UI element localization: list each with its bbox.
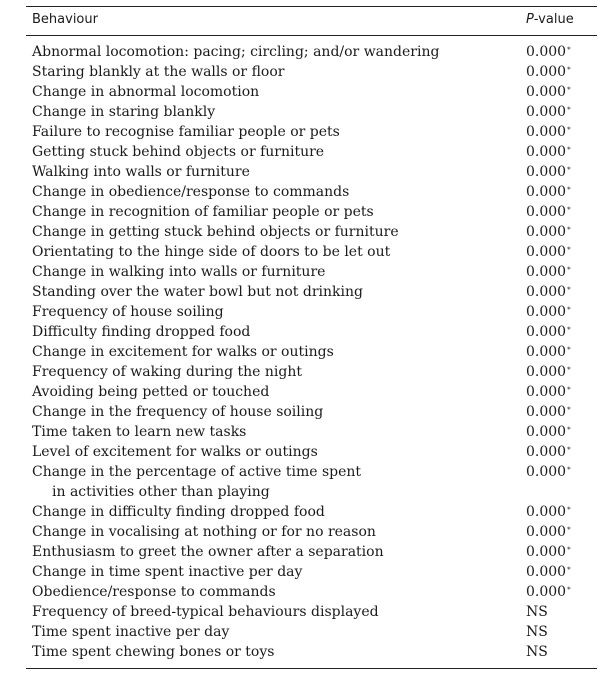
table-row xyxy=(26,142,597,162)
behaviour-cell xyxy=(26,242,502,262)
significance-mark: * xyxy=(567,546,571,554)
behaviour-cell xyxy=(26,262,502,282)
column-header-behaviour: Behaviour xyxy=(32,12,98,27)
significance-mark: * xyxy=(567,566,571,574)
significance-mark: * xyxy=(567,506,571,514)
pvalue-text: 0.000 xyxy=(526,504,567,520)
behaviour-text: Walking into walls or furniture xyxy=(32,164,250,180)
behaviour-text: Abnormal locomotion: pacing; circling; and/or wandering xyxy=(32,44,440,60)
behaviour-cell xyxy=(26,182,502,202)
table-row xyxy=(26,542,597,562)
table-row xyxy=(26,502,597,522)
table-body xyxy=(26,36,597,668)
pvalue-letter: P xyxy=(526,12,534,27)
table-row xyxy=(26,602,597,622)
pvalue-cell xyxy=(526,222,571,242)
behaviour-cell xyxy=(26,42,502,62)
table-row xyxy=(26,42,597,62)
behaviour-text: Level of excitement for walks or outings xyxy=(32,444,318,460)
pvalue-text: 0.000 xyxy=(526,304,567,320)
significance-mark: * xyxy=(567,346,571,354)
table-row xyxy=(26,222,597,242)
pvalue-cell xyxy=(526,282,571,302)
behaviour-continuation: in activities other than playing xyxy=(52,484,270,500)
pvalue-text: 0.000 xyxy=(526,544,567,560)
pvalue-cell xyxy=(526,82,571,102)
pvalue-text: 0.000 xyxy=(526,564,567,580)
pvalue-cell xyxy=(526,502,571,522)
behaviour-cell xyxy=(26,322,502,342)
behaviour-cell xyxy=(26,342,502,362)
behaviour-cell xyxy=(26,522,502,542)
table-row xyxy=(26,342,597,362)
significance-mark: * xyxy=(567,206,571,214)
pvalue-cell xyxy=(526,102,571,122)
pvalue-text: 0.000 xyxy=(526,244,567,260)
pvalue-cell xyxy=(526,582,571,602)
behaviour-text: Avoiding being petted or touched xyxy=(32,384,270,400)
pvalue-cell xyxy=(526,602,548,622)
pvalue-cell xyxy=(526,42,571,62)
pvalue-cell xyxy=(526,382,571,402)
pvalue-cell xyxy=(526,522,571,542)
table-row xyxy=(26,302,597,322)
pvalue-text: NS xyxy=(526,644,548,660)
behaviour-cell xyxy=(26,502,502,522)
behaviour-cell xyxy=(26,642,502,662)
behaviour-text: Failure to recognise familiar people or pets xyxy=(32,124,340,140)
pvalue-cell xyxy=(526,122,571,142)
table-row xyxy=(26,422,597,442)
table-row xyxy=(26,382,597,402)
pvalue-cell xyxy=(526,302,571,322)
significance-mark: * xyxy=(567,286,571,294)
table-row xyxy=(26,102,597,122)
behaviour-text: Frequency of waking during the night xyxy=(32,364,303,380)
significance-mark: * xyxy=(567,366,571,374)
behaviour-cell xyxy=(26,302,502,322)
pvalue-text: 0.000 xyxy=(526,384,567,400)
significance-mark: * xyxy=(567,266,571,274)
behaviour-cell xyxy=(26,422,502,442)
pvalue-cell xyxy=(526,642,548,662)
table-row xyxy=(26,642,597,662)
pvalue-text: 0.000 xyxy=(526,524,567,540)
behaviour-text: Change in recognition of familiar people or pets xyxy=(32,204,374,220)
pvalue-text: 0.000 xyxy=(526,224,567,240)
behaviour-cell xyxy=(26,582,502,602)
pvalue-text: 0.000 xyxy=(526,84,567,100)
behaviour-text: Frequency of breed-typical behaviours displayed xyxy=(32,604,379,620)
pvalue-cell xyxy=(526,402,571,422)
behaviour-cell xyxy=(26,82,502,102)
pvalue-cell xyxy=(526,622,548,642)
table-row xyxy=(26,462,597,502)
pvalue-cell xyxy=(526,542,571,562)
significance-mark: * xyxy=(567,586,571,594)
behaviour-cell xyxy=(26,142,502,162)
table-row xyxy=(26,562,597,582)
table-row xyxy=(26,162,597,182)
pvalue-cell xyxy=(526,322,571,342)
table-row xyxy=(26,522,597,542)
behaviour-text: Getting stuck behind objects or furniture xyxy=(32,144,325,160)
behaviour-cell xyxy=(26,122,502,142)
significance-mark: * xyxy=(567,426,571,434)
significance-mark: * xyxy=(567,66,571,74)
table-row xyxy=(26,122,597,142)
significance-mark: * xyxy=(567,306,571,314)
behaviour-cell xyxy=(26,282,502,302)
behaviour-text: Change in obedience/response to commands xyxy=(32,184,350,200)
significance-mark: * xyxy=(567,126,571,134)
significance-mark: * xyxy=(567,186,571,194)
pvalue-cell xyxy=(526,362,571,382)
pvalue-cell xyxy=(526,562,571,582)
pvalue-text: NS xyxy=(526,624,548,640)
table-row xyxy=(26,402,597,422)
pvalue-text: 0.000 xyxy=(526,144,567,160)
behaviour-text: Change in walking into walls or furniture xyxy=(32,264,326,280)
significance-mark: * xyxy=(567,326,571,334)
behaviour-text: Standing over the water bowl but not drinking xyxy=(32,284,363,300)
pvalue-text: 0.000 xyxy=(526,344,567,360)
pvalue-text: 0.000 xyxy=(526,184,567,200)
behaviour-text: Change in excitement for walks or outings xyxy=(32,344,334,360)
pvalue-text: 0.000 xyxy=(526,44,567,60)
table-row xyxy=(26,62,597,82)
pvalue-cell xyxy=(526,202,571,222)
pvalue-cell xyxy=(526,442,571,462)
table-row xyxy=(26,242,597,262)
behaviour-text: Change in vocalising at nothing or for no reason xyxy=(32,524,376,540)
significance-mark: * xyxy=(567,466,571,474)
pvalue-text: 0.000 xyxy=(526,104,567,120)
behaviour-cell xyxy=(26,62,502,82)
significance-mark: * xyxy=(567,246,571,254)
pvalue-cell xyxy=(526,162,571,182)
behaviour-text: Change in time spent inactive per day xyxy=(32,564,303,580)
pvalue-text: 0.000 xyxy=(526,124,567,140)
pvalue-text: 0.000 xyxy=(526,164,567,180)
significance-mark: * xyxy=(567,106,571,114)
pvalue-text: 0.000 xyxy=(526,364,567,380)
behaviour-text: Orientating to the hinge side of doors to be let out xyxy=(32,244,391,260)
pvalue-text: NS xyxy=(526,604,548,620)
table-row xyxy=(26,182,597,202)
behaviour-text: Change in the frequency of house soiling xyxy=(32,404,324,420)
behaviour-text: Difficulty finding dropped food xyxy=(32,324,251,340)
pvalue-text: 0.000 xyxy=(526,424,567,440)
pvalue-cell xyxy=(526,462,571,482)
behaviour-text: Time spent inactive per day xyxy=(32,624,230,640)
pvalue-cell xyxy=(526,422,571,442)
significance-mark: * xyxy=(567,386,571,394)
behaviour-cell xyxy=(26,362,502,382)
table-row xyxy=(26,622,597,642)
pvalue-text: 0.000 xyxy=(526,324,567,340)
behaviour-cell xyxy=(26,562,502,582)
pvalue-text: 0.000 xyxy=(526,404,567,420)
behaviour-cell xyxy=(26,462,502,502)
table-row xyxy=(26,442,597,462)
table-row xyxy=(26,582,597,602)
pvalue-cell xyxy=(526,62,571,82)
table-row xyxy=(26,82,597,102)
behaviour-cell xyxy=(26,602,502,622)
table-row xyxy=(26,322,597,342)
behaviour-cell xyxy=(26,622,502,642)
pvalue-text: 0.000 xyxy=(526,584,567,600)
pvalue-cell xyxy=(526,262,571,282)
significance-mark: * xyxy=(567,86,571,94)
behaviour-cell xyxy=(26,542,502,562)
behaviour-text: Obedience/response to commands xyxy=(32,584,276,600)
significance-mark: * xyxy=(567,226,571,234)
behaviour-text: Staring blankly at the walls or floor xyxy=(32,64,285,80)
behaviour-table xyxy=(26,6,597,669)
behaviour-cell xyxy=(26,102,502,122)
significance-mark: * xyxy=(567,166,571,174)
significance-mark: * xyxy=(567,406,571,414)
pvalue-cell xyxy=(526,242,571,262)
table-header-row xyxy=(26,7,597,35)
behaviour-text: Frequency of house soiling xyxy=(32,304,224,320)
behaviour-cell xyxy=(26,382,502,402)
pvalue-text: 0.000 xyxy=(526,204,567,220)
pvalue-text: 0.000 xyxy=(526,264,567,280)
behaviour-text: Enthusiasm to greet the owner after a separation xyxy=(32,544,384,560)
pvalue-suffix: -value xyxy=(533,12,574,27)
behaviour-cell xyxy=(26,222,502,242)
pvalue-text: 0.000 xyxy=(526,444,567,460)
significance-mark: * xyxy=(567,526,571,534)
behaviour-text: Change in getting stuck behind objects or furniture xyxy=(32,224,399,240)
behaviour-text: Change in abnormal locomotion xyxy=(32,84,260,100)
behaviour-text: Change in difficulty finding dropped food xyxy=(32,504,325,520)
behaviour-cell xyxy=(26,442,502,462)
pvalue-text: 0.000 xyxy=(526,464,567,480)
pvalue-text: 0.000 xyxy=(526,64,567,80)
table-row xyxy=(26,262,597,282)
pvalue-cell xyxy=(526,342,571,362)
behaviour-text: Time spent chewing bones or toys xyxy=(32,644,275,660)
table-row xyxy=(26,282,597,302)
pvalue-cell xyxy=(526,182,571,202)
behaviour-text: Change in staring blankly xyxy=(32,104,216,120)
column-header-pvalue xyxy=(526,12,574,27)
significance-mark: * xyxy=(567,146,571,154)
behaviour-text: Time taken to learn new tasks xyxy=(32,424,247,440)
pvalue-cell xyxy=(526,142,571,162)
behaviour-cell xyxy=(26,162,502,182)
significance-mark: * xyxy=(567,46,571,54)
table-row xyxy=(26,202,597,222)
behaviour-cell xyxy=(26,202,502,222)
pvalue-text: 0.000 xyxy=(526,284,567,300)
behaviour-cell xyxy=(26,402,502,422)
significance-mark: * xyxy=(567,446,571,454)
table-row xyxy=(26,362,597,382)
table-bottom-rule xyxy=(26,668,597,669)
behaviour-text: Change in the percentage of active time spent xyxy=(32,464,362,480)
